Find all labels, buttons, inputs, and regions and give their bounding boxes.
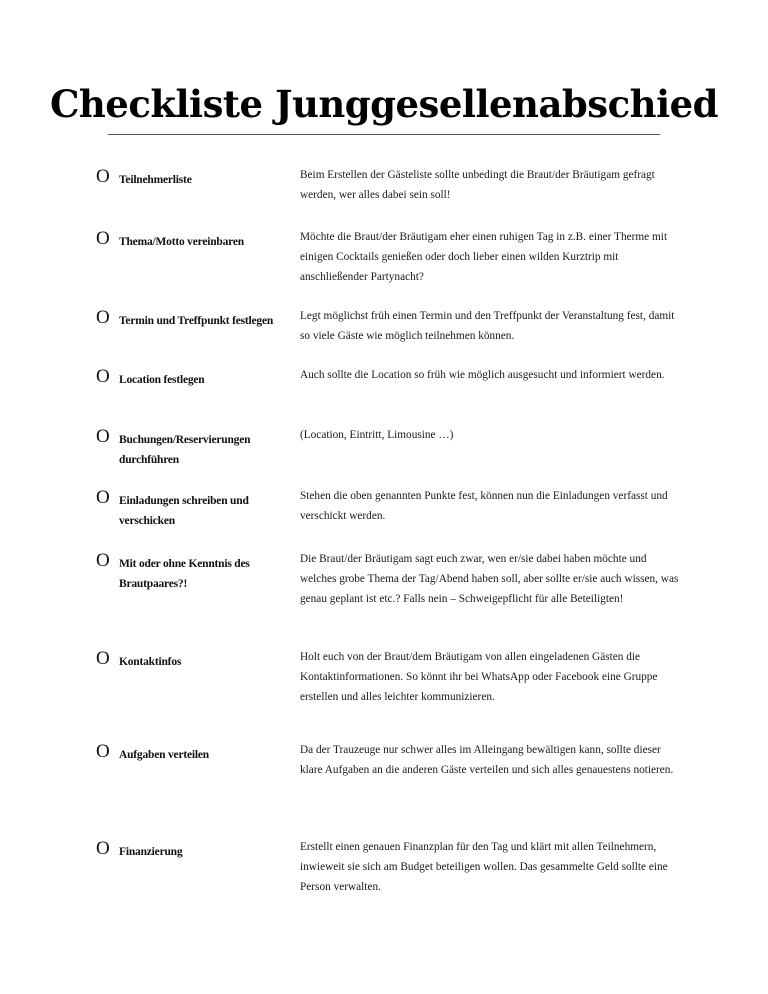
checkbox-circle[interactable]: O [96,550,110,571]
item-label: Mit oder ohne Kenntnis des Brautpaares?! [119,558,250,590]
item-label: Location festlegen [119,374,205,386]
checkbox-circle[interactable]: O [96,487,110,508]
checkbox-circle[interactable]: O [96,426,110,447]
checkbox-circle[interactable]: O [96,228,110,249]
checkbox-circle[interactable]: O [96,166,110,187]
item-description: Auch sollte die Location so früh wie möglich ausgesucht und informiert werden. [300,369,665,381]
checkbox-circle[interactable]: O [96,741,110,762]
item-description: Da der Trauzeuge nur schwer alles im Alleingang bewältigen kann, sollte dieser klare Aufgaben an die anderen Gäste verteilen und sich alles genauestens notieren. [300,744,674,776]
checkbox-circle[interactable]: O [96,366,110,387]
item-description: Die Braut/der Bräutigam sagt euch zwar, wen er/sie dabei haben möchte und welches grobe Thema der Tag/Abend haben soll, aber sollte er/sie auch wissen, was genau geplant ist etc.? Falls nein – Schweigepflicht für alle Beteiligten! [300,553,679,605]
item-description: Legt möglichst früh einen Termin und den Treffpunkt der Veranstaltung fest, damit so viele Gäste wie möglich teilnehmen können. [300,310,675,342]
item-label: Aufgaben verteilen [119,749,209,761]
title-underline [108,134,660,135]
item-description: (Location, Eintritt, Limousine …) [300,429,454,441]
item-label: Termin und Treffpunkt festlegen [119,315,274,327]
checkbox-circle[interactable]: O [96,307,110,328]
item-label: Kontaktinfos [119,656,182,668]
checkbox-circle[interactable]: O [96,838,110,859]
item-description: Beim Erstellen der Gästeliste sollte unbedingt die Braut/der Bräutigam gefragt werden, wer alles dabei sein soll! [300,169,655,201]
item-label: Einladungen schreiben und verschicken [119,495,249,527]
item-description: Stehen die oben genannten Punkte fest, können nun die Einladungen verfasst und verschickt werden. [300,490,668,522]
item-label: Finanzierung [119,846,183,858]
item-label: Teilnehmerliste [119,174,192,186]
checkbox-circle[interactable]: O [96,648,110,669]
item-description: Holt euch von der Braut/dem Bräutigam von allen eingeladenen Gästen die Kontaktinformationen. So könnt ihr bei WhatsApp oder Facebook eine Gruppe erstellen und alles leichter kommunizieren. [300,651,658,703]
page-title: Checkliste Junggesellenabschied [49,82,719,126]
item-label: Buchungen/Reservierungen durchführen [119,434,251,466]
item-description: Möchte die Braut/der Bräutigam eher einen ruhigen Tag in z.B. einer Therme mit einigen Cocktails genießen oder doch lieber einen wilden Kurztrip mit anschließender Partynacht? [300,231,668,283]
item-description: Erstellt einen genauen Finanzplan für den Tag und klärt mit allen Teilnehmern, inwieweit sie sich am Budget beteiligen wollen. Das gesammelte Geld sollte eine Person verwalten. [300,841,668,893]
item-label: Thema/Motto vereinbaren [119,236,244,248]
